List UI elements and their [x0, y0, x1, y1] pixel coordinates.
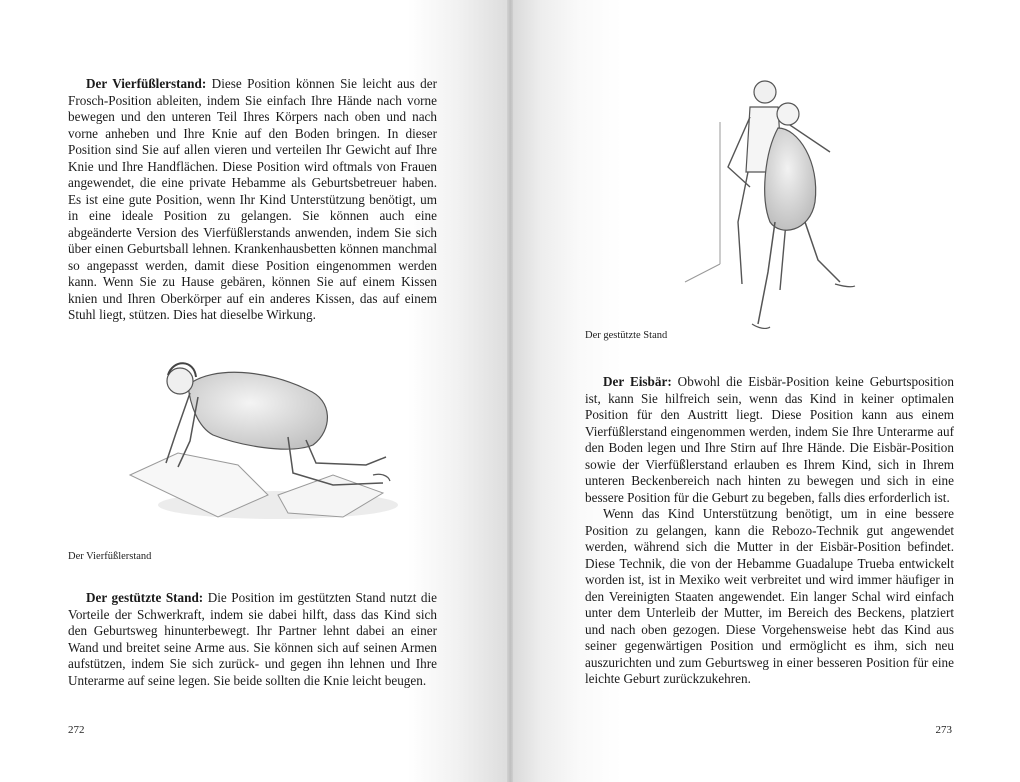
body-eisbaer: Obwohl die Eisbär-Position keine Geburtsposition ist, kann Sie hilfreich sein, wenn das Kind in keiner optimalen Position für den Austritt liegt. Diese Position kann aus einem Vierfüßlerstand eingenommen werden, indem Sie Ihre Unterarme auf den Boden legen und Ihre Stirn auf Ihre Hände. Die Eisbär-Position sowie der Vierfüßlerstand erlauben es Ihrem Kind, sich in Ihrem unteren Beckenbereich nach hinten zu bewegen und sich in eine bessere Position für die Geburt zu begeben, falls dies erforderlich ist. — [585, 374, 954, 505]
section-eisbaer — [585, 374, 954, 688]
body-gestuetzter-stand: Die Position im gestützten Stand nutzt die Vorteile der Schwerkraft, indem sie dabei hilft, dass das Kind sich den Geburtsweg hinunterbewegt. Ihr Partner lehnt dabei an einer Wand und breitet seine Arme aus. Sie können sich auf seinen Armen aufstützen, indem Sie sich zurück- und gegen ihn lehnen und Ihre Unterarme auf seine legen. Sie beide sollten die Knie leicht beugen. — [68, 590, 437, 688]
section-vierfuesslerstand — [68, 76, 437, 324]
book-gutter — [507, 0, 513, 782]
paragraph-rebozo: Wenn das Kind Unterstützung benötigt, um in eine bessere Position zu gelangen, kann die Rebozo-Technik gut angewendet werden, während sich die Mutter in der Eisbär-Position befindet. Diese Technik, die von der Hebamme Guadalupe Trueba entwickelt worden ist, ist in Mexiko weit verbreitet und wird immer häufiger in den Vereinigten Staaten angewendet. Ein langer Schal wird einfach unter dem Unterleib der Mutter, im Bereich des Beckens, platziert und nach oben gezogen. Diese Vorgehensweise hebt das Kind aus seiner gegenwärtigen Position und ermöglicht es ihm, sich neu auszurichten und zum Geburtsweg in einer besseren Position für eine leichte Geburt zurückzukehren. — [585, 506, 954, 686]
caption-gestuetzter-stand: Der gestützte Stand — [585, 330, 668, 341]
illustration-gestuetzter-stand — [680, 72, 860, 337]
section-gestuetzter-stand — [68, 590, 437, 689]
heading-eisbaer: Der Eisbär: — [603, 374, 672, 389]
illustration-vierfuesslerstand — [118, 345, 408, 525]
page-number-right: 273 — [935, 724, 952, 736]
caption-vierfuesslerstand: Der Vierfüßlerstand — [68, 551, 152, 562]
body-vierfuesslerstand: Diese Position können Sie leicht aus der Frosch-Position ableiten, indem Sie einfach Ihre Hände nach vorne bewegen und den unteren Teil Ihres Körpers nach oben und nach vorne anheben und Ihre Knie auf den Boden bringen. In dieser Position sind Sie auf allen vieren und verteilen Ihr Gewicht auf Ihre Knie und Ihre Handflächen. Diese Position wird oftmals von Frauen angewendet, die eine private Hebamme als Geburtsbetreuer haben. Es ist eine gute Position, wenn Ihr Kind Unterstützung benötigt, um in eine ideale Position zu gelangen. Sie können auch eine abgeänderte Version des Vierfüßlerstands anwenden, indem Sie sich über einen Geburtsball lehnen. Krankenhausbetten können manchmal so angepasst werden, damit diese Position eingenommen werden kann. Wenn Sie zu Hause gebären, können Sie auf einem Kissen knien und Ihren Oberkörper auf ein anderes Kissen, das auf einem Stuhl liegt, stützen. Dies hat dieselbe Wirkung. — [68, 76, 437, 322]
heading-vierfuesslerstand: Der Vierfüßlerstand: — [86, 76, 207, 91]
right-page — [510, 0, 1020, 782]
page-number-left: 272 — [68, 724, 85, 736]
heading-gestuetzter-stand: Der gestützte Stand: — [86, 590, 204, 605]
